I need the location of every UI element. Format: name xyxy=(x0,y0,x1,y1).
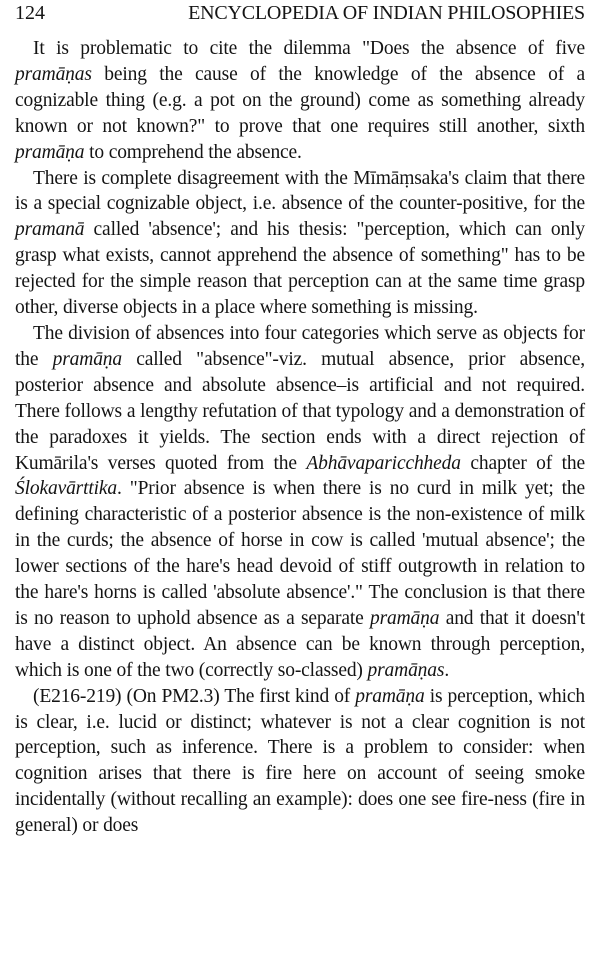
text-run: is perception, which is clear, i.e. lucid or distinct; whatever is not a clear cognition is not perception, such as inference. There is a problem to consider: when cognition arises that there is fire here on account of seeing smoke incidentally (without recalling an example): does one see fire-ness (fire in general) or does xyxy=(15,685,586,837)
text-run: chapter of the xyxy=(460,452,585,474)
text-run: called "absence"-viz. mutual absence, prior absence, posterior absence and absolute absence–is artificial and not required. There follows a lengthy refutation of that typology and a demonstration of the paradoxes it yields. The section ends with a direct rejection of Kumārila's verses quoted from the xyxy=(15,348,585,474)
running-title: ENCYCLOPEDIA OF INDIAN PHILOSOPHIES xyxy=(188,2,585,24)
italic-term: pramāṇa xyxy=(15,141,85,163)
italic-term: Abhāvaparicchheda xyxy=(306,452,461,474)
text-run: to comprehend the absence. xyxy=(84,141,302,163)
text-run: It is problematic to cite the dilemma "Does the absence of five xyxy=(33,38,585,59)
italic-term: pramāṇa xyxy=(355,685,425,707)
body-text xyxy=(15,36,585,839)
text-run: . "Prior absence is when there is no curd in milk yet; the defining characteristic of a posterior absence is the non-existence of milk in the curds; the absence of horse in cow is called 'mutual absence'; the lower sections of the hare's head devoid of stiff outgrowth in relation to the hare's horns is called 'absolute absence'." The conclusion is that there is no reason to uphold absence as a separate xyxy=(15,478,585,629)
page-number: 124 xyxy=(15,2,45,24)
text-run: The division of absences into four categories which serve as objects for the xyxy=(15,322,585,370)
text-run: . xyxy=(444,659,450,681)
italic-term: pramāṇa xyxy=(52,348,122,370)
text-run: being the cause of the knowledge of the absence of a cognizable thing (e.g. a pot on the ground) come as something already known or not known?" to prove that one requires still another, sixth xyxy=(15,63,585,137)
page-header xyxy=(15,0,585,28)
paragraph xyxy=(15,321,585,684)
italic-term: pramāṇa xyxy=(369,607,440,629)
paragraph xyxy=(15,684,585,839)
paragraph xyxy=(15,166,585,321)
italic-term: Ślokavārttika xyxy=(15,478,118,500)
text-run: There is complete disagreement with the Mīmāṃsaka's claim that there is a special cognizable object, i.e. absence of the counter-positive, for the xyxy=(15,167,585,215)
text-run: and that it doesn't have a distinct object. An absence can be known through perception, which is one of the two (correctly so-classed) xyxy=(15,607,585,681)
paragraph xyxy=(15,36,585,166)
text-run: (E216-219) (On PM2.3) The first kind of xyxy=(33,685,356,707)
italic-term: pramanā xyxy=(15,219,85,241)
text-run: called 'absence'; and his thesis: "perception, which can only grasp what exists, cannot apprehend the absence of something" has to be rejected for the simple reason that perception can at the same time grasp other, diverse objects in a place where something is missing. xyxy=(15,219,585,319)
italic-term: pramāṇas xyxy=(367,659,445,681)
italic-term: pramāṇas xyxy=(15,63,92,85)
